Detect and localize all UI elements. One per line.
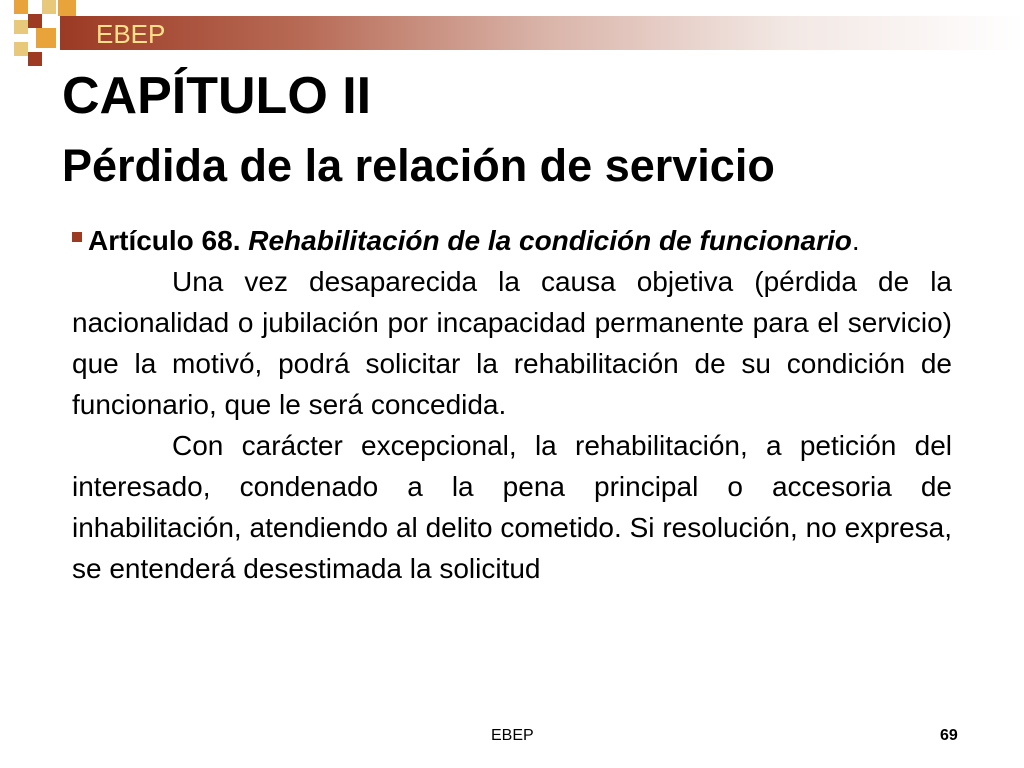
deco-square <box>28 52 42 66</box>
chapter-subtitle: Pérdida de la relación de servicio <box>62 140 775 191</box>
article-title: Rehabilitación de la condición de funcionario <box>248 225 852 256</box>
chapter-title: CAPÍTULO II <box>62 67 372 125</box>
deco-square <box>36 28 56 48</box>
header-label: EBEP <box>96 19 166 49</box>
deco-square <box>14 0 28 14</box>
bullet-icon <box>72 232 82 242</box>
deco-square <box>14 20 28 34</box>
deco-square <box>42 0 56 14</box>
article-paragraph: Una vez desaparecida la causa objetiva (pérdida de la nacionalidad o jubilación por incapacidad permanente para el servicio) que la motivó, podrá solicitar la rehabilitación de su condición de funcionario, que le será concedida. <box>72 266 952 420</box>
footer-label: EBEP <box>491 727 534 744</box>
deco-square <box>58 0 76 16</box>
deco-square <box>14 42 28 56</box>
article-heading <box>72 220 952 261</box>
header-bar <box>60 16 1024 50</box>
article-number: Artículo 68. <box>88 225 241 256</box>
deco-square <box>28 14 42 28</box>
article-paragraph: Con carácter excepcional, la rehabilitación, a petición del interesado, condenado a la pena principal o accesoria de inhabilitación, atendiendo al delito cometido. Si resolución, no expresa, se entenderá desestimada la solicitud <box>72 430 952 584</box>
page-number: 69 <box>940 727 958 744</box>
article-title-suffix: . <box>851 225 860 256</box>
article-body <box>72 220 952 589</box>
